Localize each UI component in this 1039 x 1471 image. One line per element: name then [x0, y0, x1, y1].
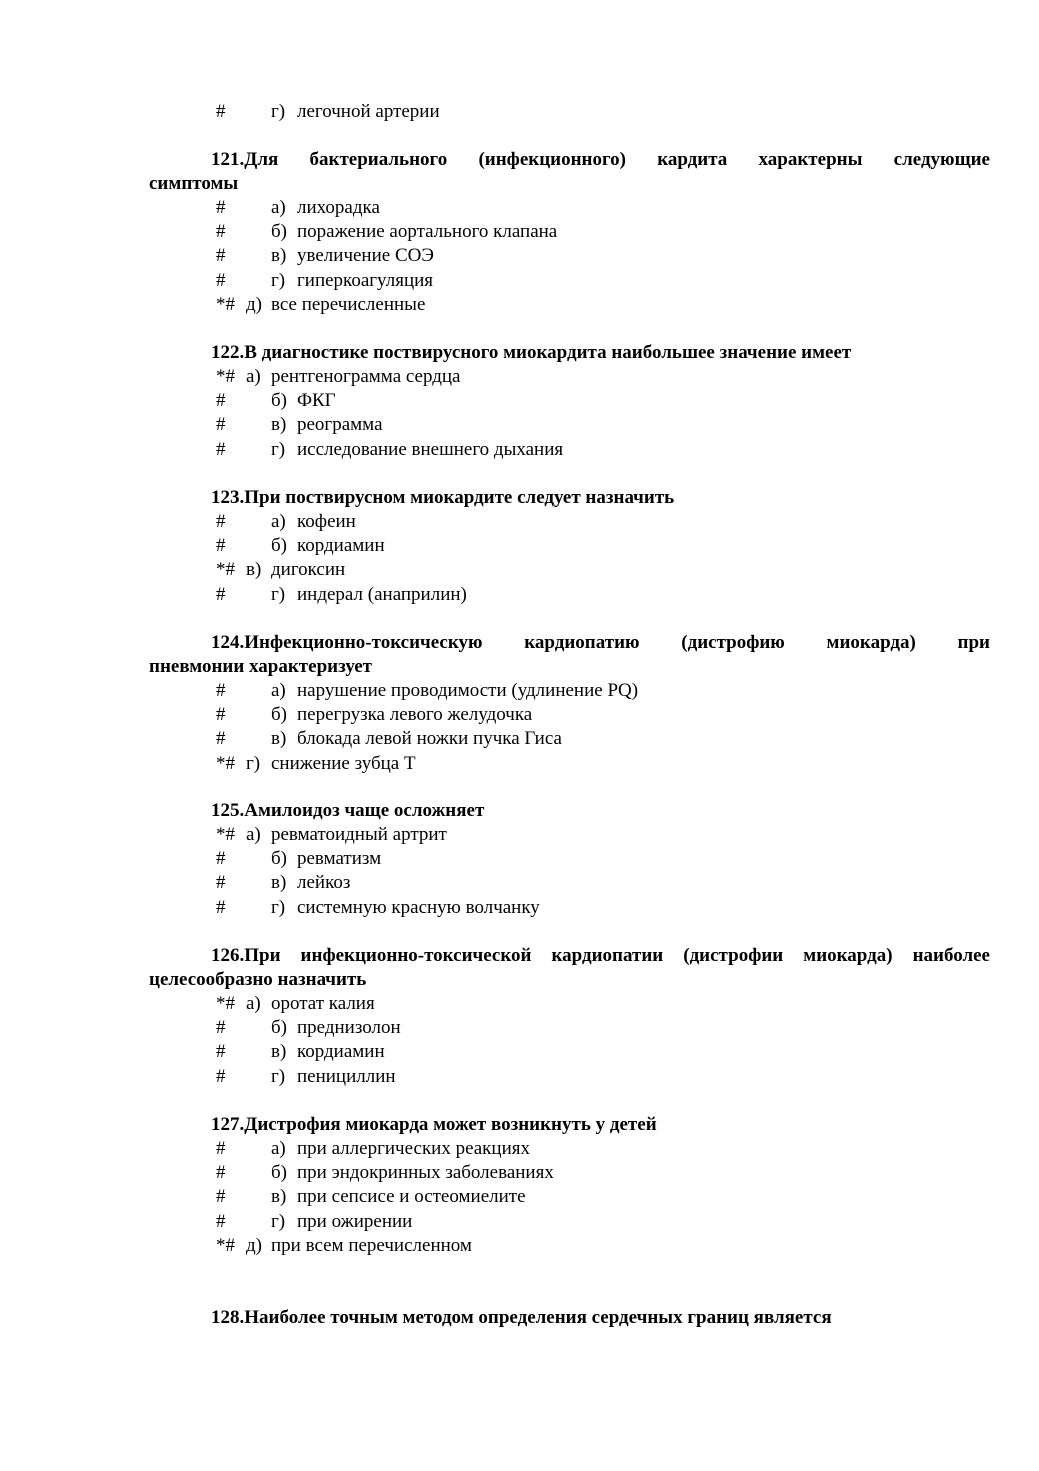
answer-text: лейкоз	[297, 872, 351, 893]
question-title-text: Инфекционно-токсическую кардиопатию (дистрофию миокарда) при	[244, 632, 990, 653]
answer-text: при всем перечисленном	[271, 1235, 472, 1256]
answer-letter: а)	[271, 680, 286, 701]
answer-mark: #	[216, 1041, 226, 1062]
answer-text: при сепсисе и остеомиелите	[297, 1186, 526, 1207]
answer-letter: б)	[271, 390, 287, 411]
answer-mark: *#	[216, 1235, 235, 1256]
answer-mark: #	[216, 270, 226, 291]
answer-mark: #	[216, 390, 226, 411]
answer-mark: *#	[216, 294, 235, 315]
answer-letter: а)	[246, 993, 261, 1014]
answer-mark: #	[216, 439, 226, 460]
answer-text: ревматизм	[297, 848, 382, 869]
answer-mark: *#	[216, 559, 235, 580]
question-number: 127.	[211, 1114, 245, 1135]
answer-mark: #	[216, 511, 226, 532]
question-title	[211, 1113, 657, 1137]
answer-letter: в)	[246, 559, 262, 580]
answer-letter: г)	[271, 270, 286, 291]
answer-letter: г)	[271, 439, 286, 460]
answer-letter: г)	[271, 897, 286, 918]
answer-letter: б)	[271, 221, 287, 242]
answer-text: кордиамин	[297, 535, 385, 556]
answer-mark: #	[216, 1186, 226, 1207]
answer-text: кордиамин	[297, 1041, 385, 1062]
answer-letter: а)	[271, 1138, 286, 1159]
answer-text: дигоксин	[271, 559, 346, 580]
answer-letter: а)	[271, 197, 286, 218]
question-title	[211, 341, 851, 365]
answer-text: преднизолон	[297, 1017, 401, 1038]
answer-letter: в)	[271, 872, 287, 893]
answer-text: индерал (анаприлин)	[297, 584, 467, 605]
answer-letter: б)	[271, 1017, 287, 1038]
answer-mark: #	[216, 680, 226, 701]
answer-mark: #	[216, 728, 226, 749]
answer-mark: #	[216, 221, 226, 242]
answer-letter: в)	[271, 245, 287, 266]
answer-text: кофеин	[297, 511, 356, 532]
question-title-continuation: симптомы	[149, 173, 239, 194]
question-title-text: Дистрофия миокарда может возникнуть у детей	[244, 1114, 657, 1135]
answer-text: ФКГ	[297, 390, 336, 411]
answer-letter: г)	[271, 101, 286, 122]
answer-mark: *#	[216, 993, 235, 1014]
answer-mark: #	[216, 897, 226, 918]
answer-mark: #	[216, 1211, 226, 1232]
answer-mark: #	[216, 1162, 226, 1183]
answer-letter: д)	[246, 294, 262, 315]
answer-letter: г)	[271, 1066, 286, 1087]
answer-letter: б)	[271, 848, 287, 869]
answer-letter: г)	[271, 1211, 286, 1232]
answer-letter: в)	[271, 1041, 287, 1062]
question-title	[211, 799, 484, 823]
question-title	[211, 1306, 832, 1330]
answer-text: увеличение СОЭ	[297, 245, 434, 266]
question-number: 125.	[211, 800, 245, 821]
answer-mark: #	[216, 872, 226, 893]
answer-text: при эндокринных заболеваниях	[297, 1162, 554, 1183]
question-number: 122.	[211, 342, 245, 363]
answer-text: перегрузка левого желудочка	[297, 704, 533, 725]
answer-mark: #	[216, 848, 226, 869]
answer-mark: #	[216, 1017, 226, 1038]
answer-text: пенициллин	[297, 1066, 396, 1087]
answer-letter: в)	[271, 728, 287, 749]
answer-mark: #	[216, 535, 226, 556]
question-title-continuation: пневмонии характеризует	[149, 656, 373, 677]
question-number: 121.	[211, 149, 245, 170]
question-title-text: При инфекционно-токсической кардиопатии (дистрофии миокарда) наиболее	[244, 945, 990, 966]
answer-text: исследование внешнего дыхания	[297, 439, 564, 460]
answer-text: при аллергических реакциях	[297, 1138, 530, 1159]
answer-mark: #	[216, 1066, 226, 1087]
answer-text: системную красную волчанку	[297, 897, 540, 918]
question-number: 128.	[211, 1307, 245, 1328]
answer-text: блокада левой ножки пучка Гиса	[297, 728, 562, 749]
answer-text: поражение аортального клапана	[297, 221, 558, 242]
answer-letter: г)	[271, 584, 286, 605]
question-title-text: Амилоидоз чаще осложняет	[244, 800, 485, 821]
answer-text: легочной артерии	[297, 101, 440, 122]
answer-mark: #	[216, 1138, 226, 1159]
answer-letter: б)	[271, 704, 287, 725]
answer-text: рентгенограмма сердца	[271, 366, 461, 387]
answer-text: снижение зубца Т	[271, 753, 416, 774]
question-title-continuation: целесообразно назначить	[149, 969, 367, 990]
answer-text: все перечисленные	[271, 294, 426, 315]
answer-text: нарушение проводимости (удлинение PQ)	[297, 680, 639, 701]
answer-mark: #	[216, 197, 226, 218]
question-title-text: В диагностике поствирусного миокардита наибольшее значение имеет	[244, 342, 852, 363]
answer-mark: *#	[216, 366, 235, 387]
answer-letter: а)	[246, 824, 261, 845]
question-title-text: При поствирусном миокардите следует назначить	[244, 487, 675, 508]
answer-letter: д)	[246, 1235, 262, 1256]
answer-mark: #	[216, 245, 226, 266]
answer-mark: *#	[216, 753, 235, 774]
answer-letter: б)	[271, 535, 287, 556]
question-title-text: Наиболее точным методом определения сердечных границ является	[244, 1307, 832, 1328]
answer-mark: #	[216, 101, 226, 122]
question-title-text: Для бактериального (инфекционного) кардита характерны следующие	[244, 149, 990, 170]
answer-text: лихорадка	[297, 197, 380, 218]
answer-text: ревматоидный артрит	[271, 824, 447, 845]
question-title	[211, 631, 990, 655]
question-number: 126.	[211, 945, 245, 966]
question-number: 123.	[211, 487, 245, 508]
answer-letter: а)	[271, 511, 286, 532]
answer-letter: а)	[246, 366, 261, 387]
answer-letter: г)	[246, 753, 261, 774]
answer-text: при ожирении	[297, 1211, 413, 1232]
answer-text: реограмма	[297, 414, 383, 435]
answer-mark: #	[216, 584, 226, 605]
question-title	[211, 148, 990, 172]
question-title	[211, 944, 990, 968]
answer-mark: #	[216, 414, 226, 435]
answer-mark: #	[216, 704, 226, 725]
question-title	[211, 486, 674, 510]
answer-letter: б)	[271, 1162, 287, 1183]
answer-letter: в)	[271, 1186, 287, 1207]
answer-letter: в)	[271, 414, 287, 435]
question-number: 124.	[211, 632, 245, 653]
answer-text: оротат калия	[271, 993, 375, 1014]
answer-mark: *#	[216, 824, 235, 845]
answer-text: гиперкоагуляция	[297, 270, 434, 291]
